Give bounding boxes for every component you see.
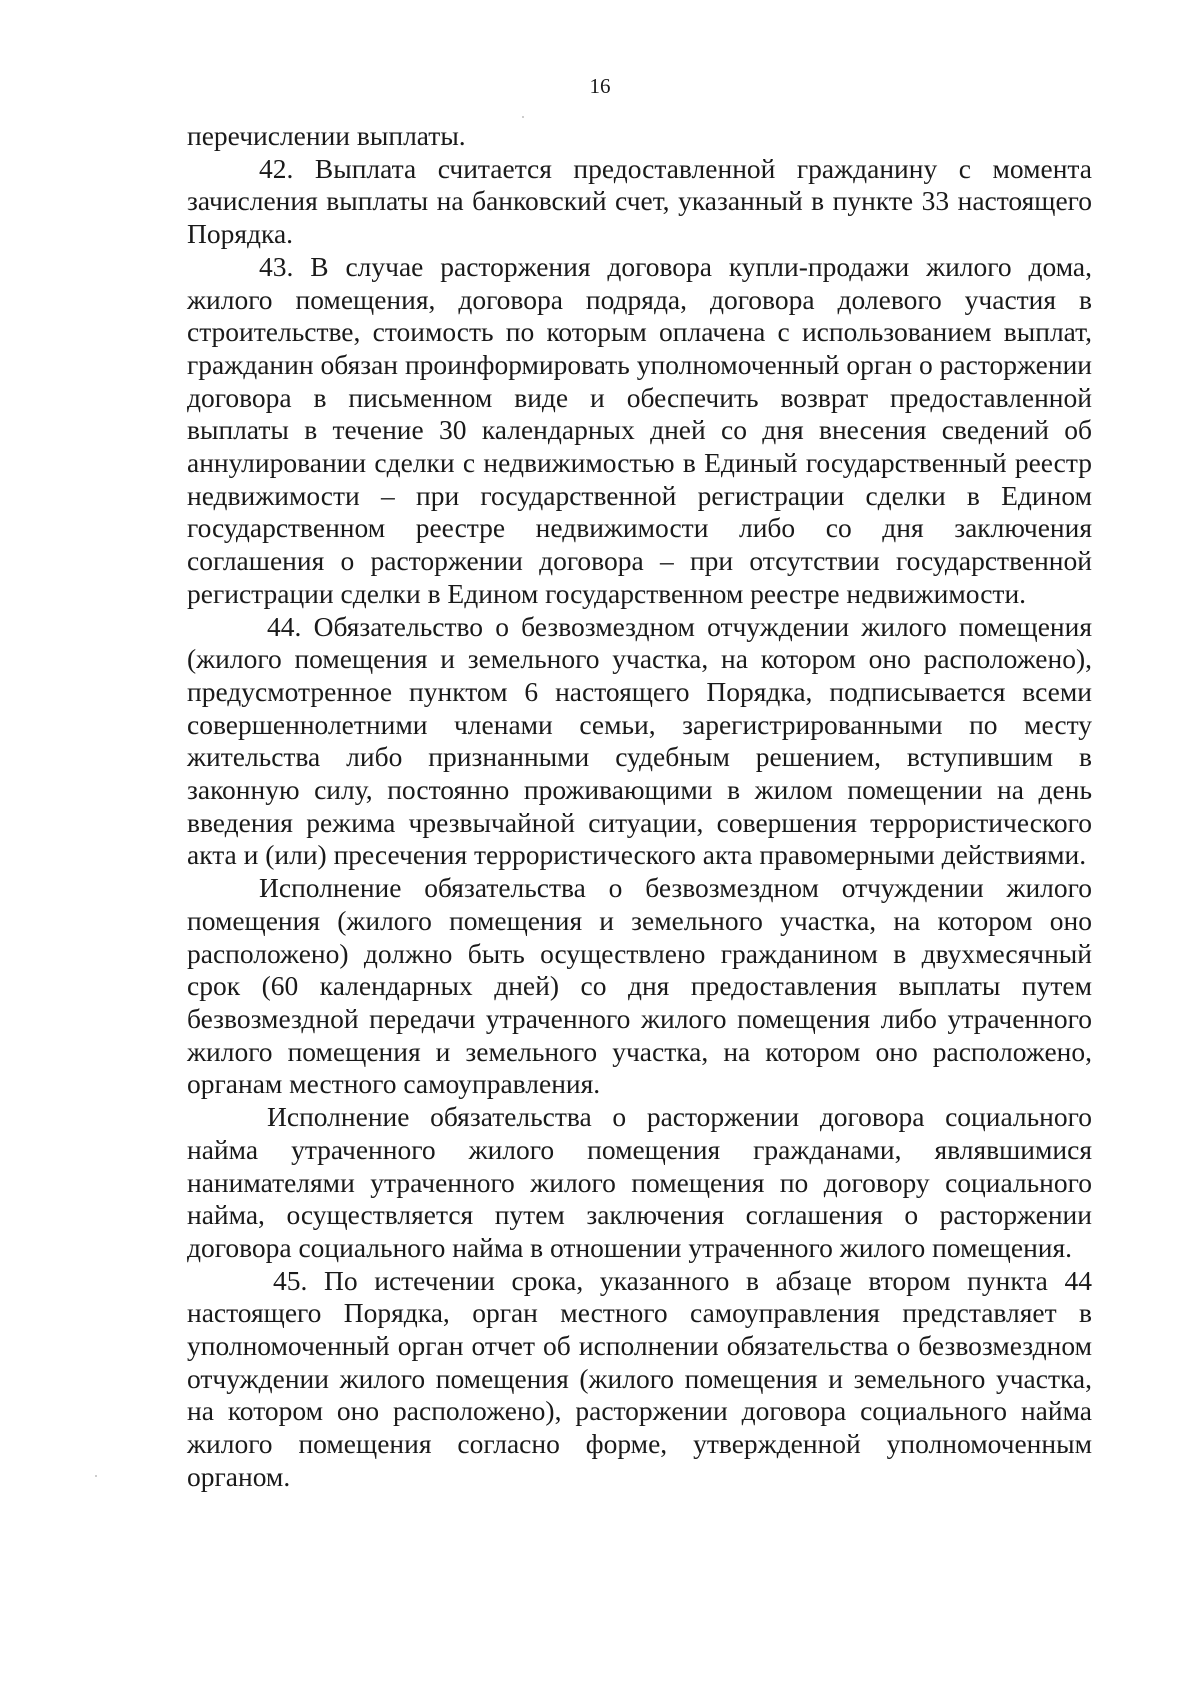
paragraph-44: 44. Обязательство о безвозмездном отчуждении жилого помещения (жилого помещения и земельного участка, на котором оно расположено), предусмотренное пунктом 6 настоящего Порядка, подписывается всеми совершеннолетними членами семьи, зарегистрированными по месту жительства либо признанными судебным решением, вступившим в законную силу, постоянно проживающими в жилом помещении на день введения режима чрезвычайной ситуации, совершения террористического акта и (или) пресечения террористического акта правомерными действиями.: [187, 610, 1092, 871]
paragraph-continuation: перечислении выплаты.: [187, 120, 466, 151]
scan-speck: [95, 1475, 97, 1477]
page-number: 16: [589, 74, 611, 98]
paragraph-43: 43. В случае расторжения договора купли-продажи жилого дома, жилого помещения, договора подряда, договора долевого участия в строительстве, стоимость по которым оплачена с использованием выплат, гражданин обязан проинформировать уполномоченный орган о расторжении договора в письменном виде и обеспечить возврат предоставленной выплаты в течение 30 календарных дней со дня внесения сведений об аннулировании сделки с недвижимостью в Единый государственный реестр недвижимости – при государственной регистрации сделки в Едином государственном реестре недвижимости либо со дня заключения соглашения о расторжении договора – при отсутствии государственной регистрации сделки в Едином государственном реестре недвижимости.: [187, 250, 1092, 609]
paragraph-45: 45. По истечении срока, указанного в абзаце втором пункта 44 настоящего Порядка, орган местного самоуправления представляет в уполномоченный орган отчет об исполнении обязательства о безвозмездном отчуждении жилого помещения (жилого помещения и земельного участка, на котором оно расположено), расторжении договора социального найма жилого помещения согласно форме, утвержденной уполномоченным органом.: [187, 1264, 1092, 1492]
document-body: [187, 120, 1092, 1494]
scan-speck: [522, 116, 524, 118]
paragraph-44-part-3: Исполнение обязательства о расторжении договора социального найма утраченного жилого помещения гражданами, являвшимися нанимателями утраченного жилого помещения по договору социального найма, осуществляется путем заключения соглашения о расторжении договора социального найма в отношении утраченного жилого помещения.: [187, 1101, 1092, 1263]
paragraph-44-part-2: Исполнение обязательства о безвозмездном отчуждении жилого помещения (жилого помещения и земельного участка, на котором оно расположено) должно быть осуществлено гражданином в двухмесячный срок (60 календарных дней) со дня предоставления выплаты путем безвозмездной передачи утраченного жилого помещения либо утраченного жилого помещения и земельного участка, на котором оно расположено, органам местного самоуправления.: [187, 872, 1092, 1100]
paragraph-42: 42. Выплата считается предоставленной гражданину с момента зачисления выплаты на банковский счет, указанный в пункте 33 настоящего Порядка.: [187, 152, 1092, 250]
